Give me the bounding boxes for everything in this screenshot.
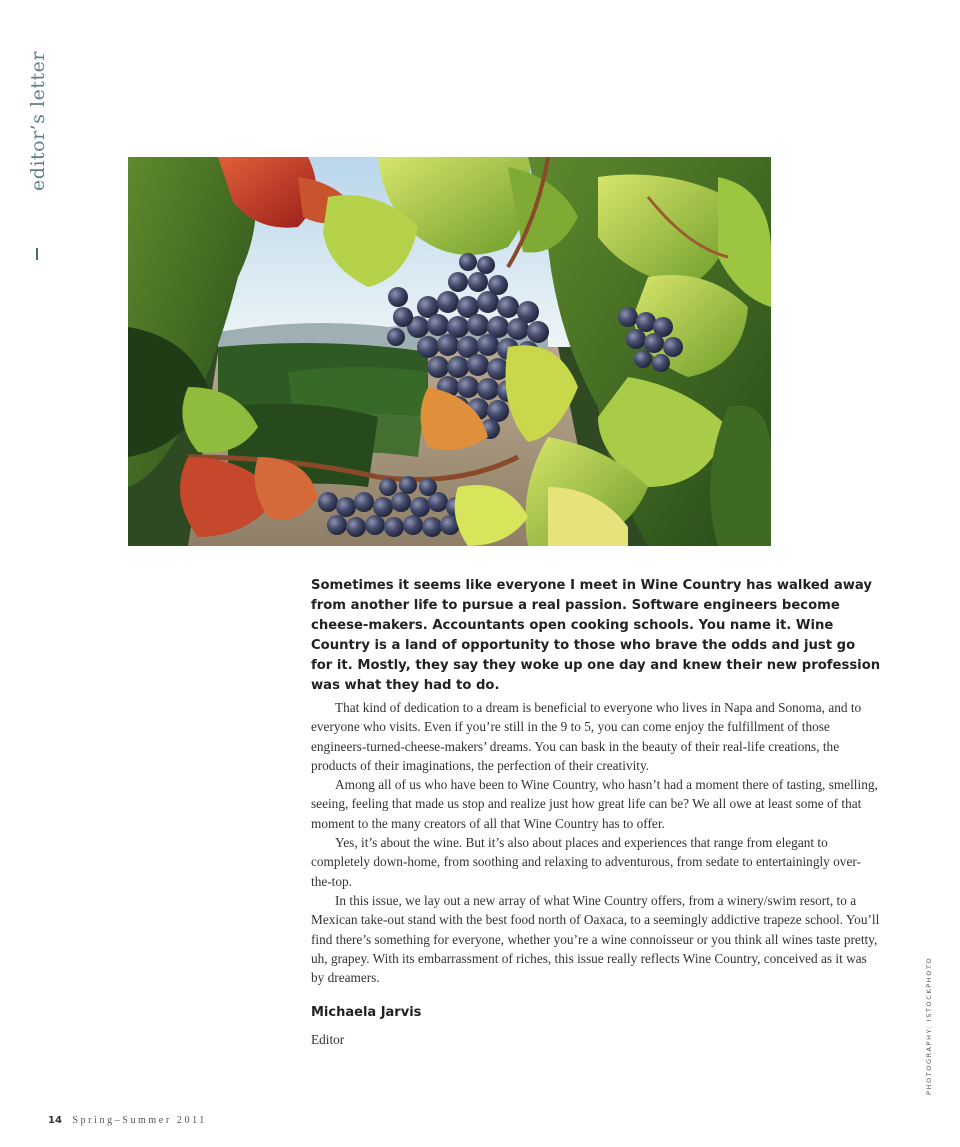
article-paragraph: Yes, it’s about the wine. But it’s also about places and experiences that range from elegant to completely down-home, from soothing and relaxing to adventurous, from sedate to entertainingly over-the-top. [311, 835, 861, 889]
author-role: Editor [311, 1032, 345, 1048]
article-paragraph: In this issue, we lay out a new array of what Wine Country offers, from a winery/swim resort, to a Mexican take-out stand with the best food north of Oaxaca, to a seemingly addictive trapeze school. You’ll find there’s something for everyone, whether you’re a wine connoisseur or you think all wines taste pretty, uh, grapey. With its embarrassment of riches, this issue really reflects Wine Country, conceived as it was by dreamers. [311, 892, 880, 986]
editors-letter-article [311, 576, 881, 1048]
article-paragraph: Among all of us who have been to Wine Country, who hasn’t had a moment there of tasting, smelling, seeing, feeling that made us stop and realize just how great life can be? We all owe at least some of that moment to the many creators of all that Wine Country has to offer. [311, 777, 878, 831]
author-signature: Michaela Jarvis [311, 1005, 422, 1021]
section-label [22, 40, 62, 220]
photo-credit: PHOTOGRAPHY: ISTOCKPHOTO [925, 956, 933, 1095]
article-paragraph: That kind of dedication to a dream is beneficial to everyone who lives in Napa and Sonoma, and to everyone who visits. Even if you’re still in the 9 to 5, you can come enjoy the fulfillment of those engineers-turned-cheese-makers’ dreams. You can bask in the beauty of their real-life creations, the products of their imaginations, the perfection of their creativity. [311, 700, 862, 773]
issue-name: Spring–Summer 2011 [72, 1115, 207, 1126]
article-lede: Sometimes it seems like everyone I meet in Wine Country has walked away from another life to pursue a real passion. Software engineers become cheese-makers. Accountants open cooking schools. You name it. Wine Country is a land of opportunity to those who brave the odds and just go for it. Mostly, they say they woke up one day and knew their new profession was what they had to do. [311, 578, 881, 693]
vineyard-illustration [128, 157, 771, 546]
section-label-text: editor’s letter [27, 51, 49, 191]
page-number: 14 [48, 1115, 62, 1126]
vineyard-photo [128, 157, 771, 546]
page-folio [48, 1115, 207, 1126]
section-label-rule [36, 248, 38, 260]
